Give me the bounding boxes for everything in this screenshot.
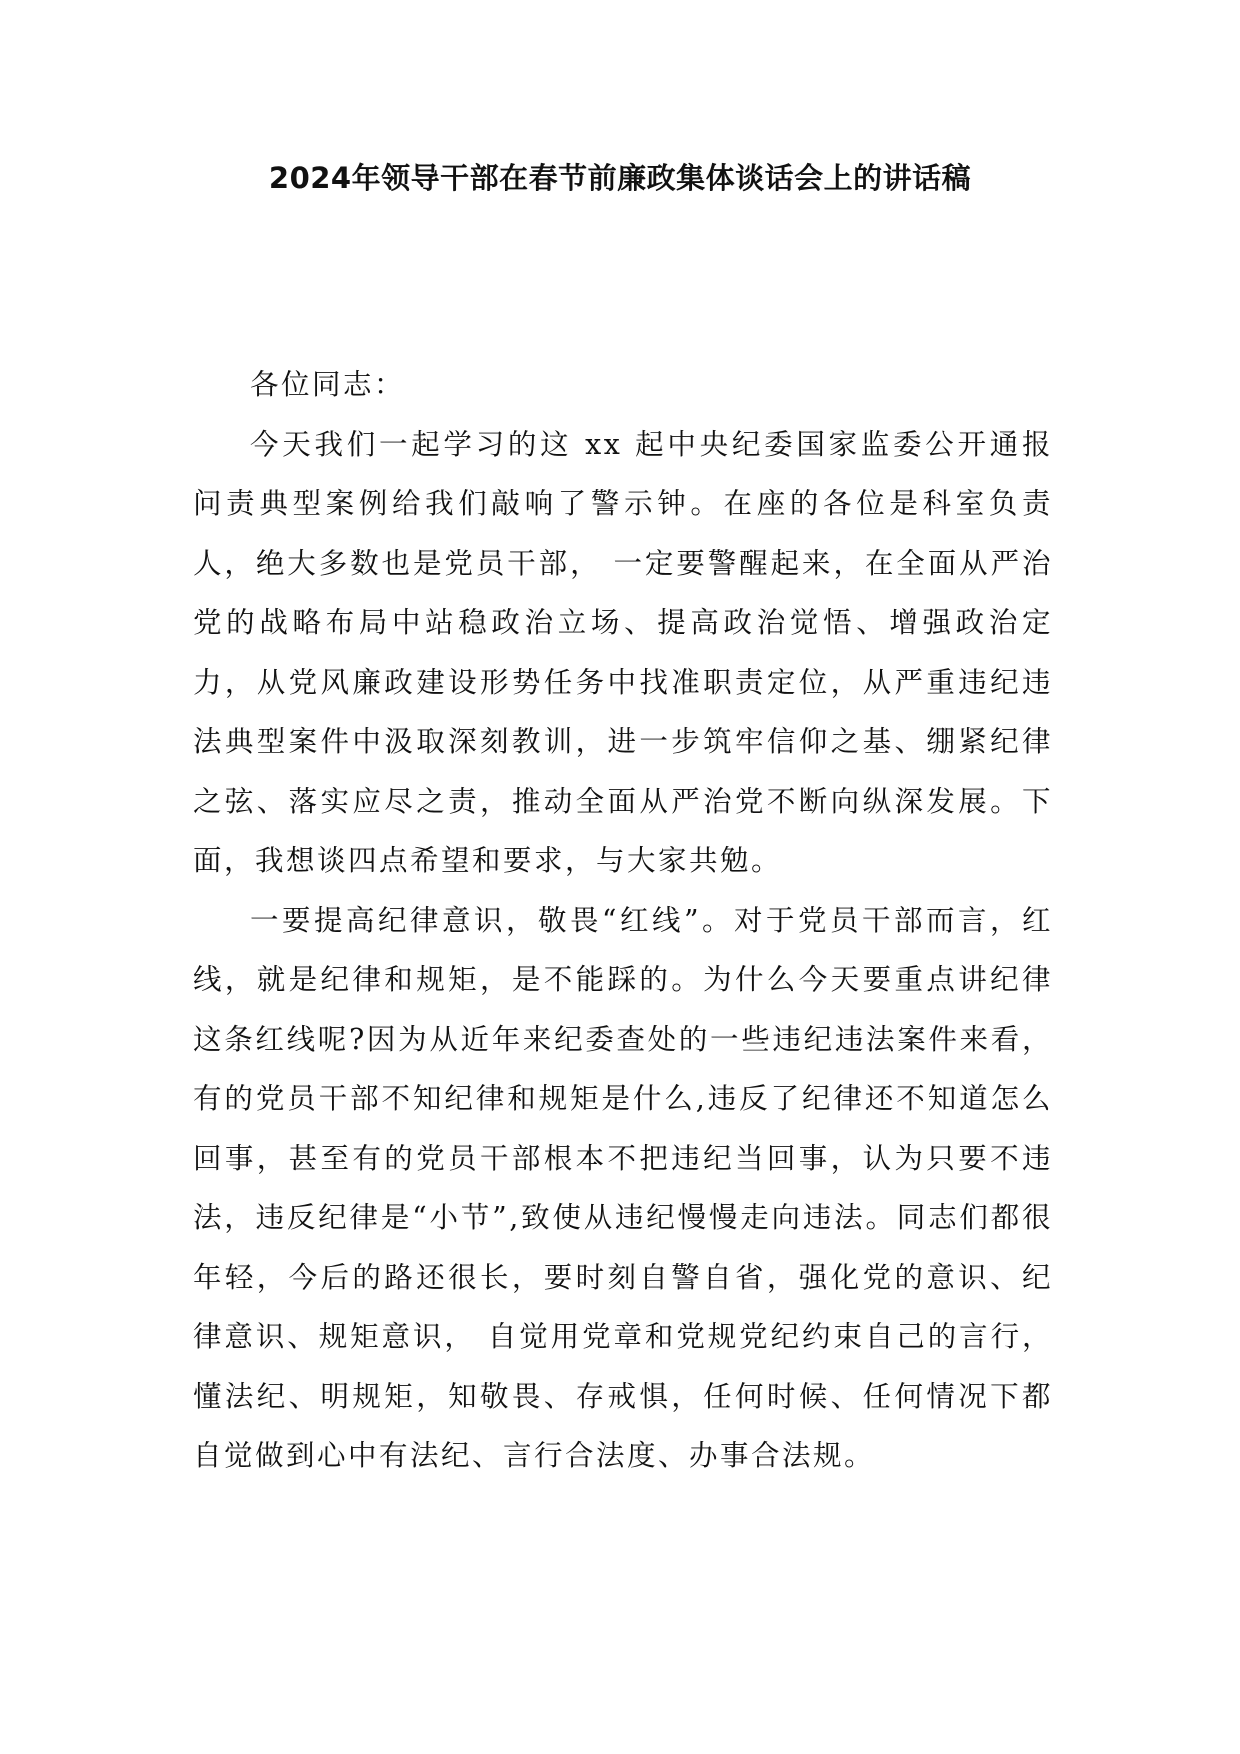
salutation: 各位同志：	[250, 368, 406, 401]
paragraph-intro: 今天我们一起学习的这 xx 起中央纪委国家监委公开通报问责典型案例给我们敲响了警示钟。在座的各位是科室负责人，绝大多数也是党员干部， 一定要警醒起来，在全面从严治党的战略布局中站稳政治立场、提高政治觉悟、增强政治定力，从党风廉政建设形势任务中找准职责定位，从严重违纪违法典型案件中汲取深刻教训，进一步筑牢信仰之基、绷紧纪律之弦、落实应尽之责，推动全面从严治党不断向纵深发展。下面，我想谈四点希望和要求，与大家共勉。	[193, 427, 1053, 877]
document-title: 2024年领导干部在春节前廉政集体谈话会上的讲话稿	[268, 161, 972, 195]
document-body	[193, 355, 1053, 1486]
paragraph-point-one: 一要提高纪律意识，敬畏“红线”。对于党员干部而言，红线，就是纪律和规矩，是不能踩的。为什么今天要重点讲纪律这条红线呢?因为从近年来纪委查处的一些违纪违法案件来看，有的党员干部不知纪律和规矩是什么,违反了纪律还不知道怎么回事，甚至有的党员干部根本不把违纪当回事，认为只要不违法，违反纪律是“小节”,致使从违纪慢慢走向违法。同志们都很年轻，今后的路还很长，要时刻自警自省，强化党的意识、纪律意识、规矩意识， 自觉用党章和党规党纪约束自己的言行，懂法纪、明规矩，知敬畏、存戒惧，任何时候、任何情况下都自觉做到心中有法纪、言行合法度、办事合法规。	[193, 903, 1053, 1472]
